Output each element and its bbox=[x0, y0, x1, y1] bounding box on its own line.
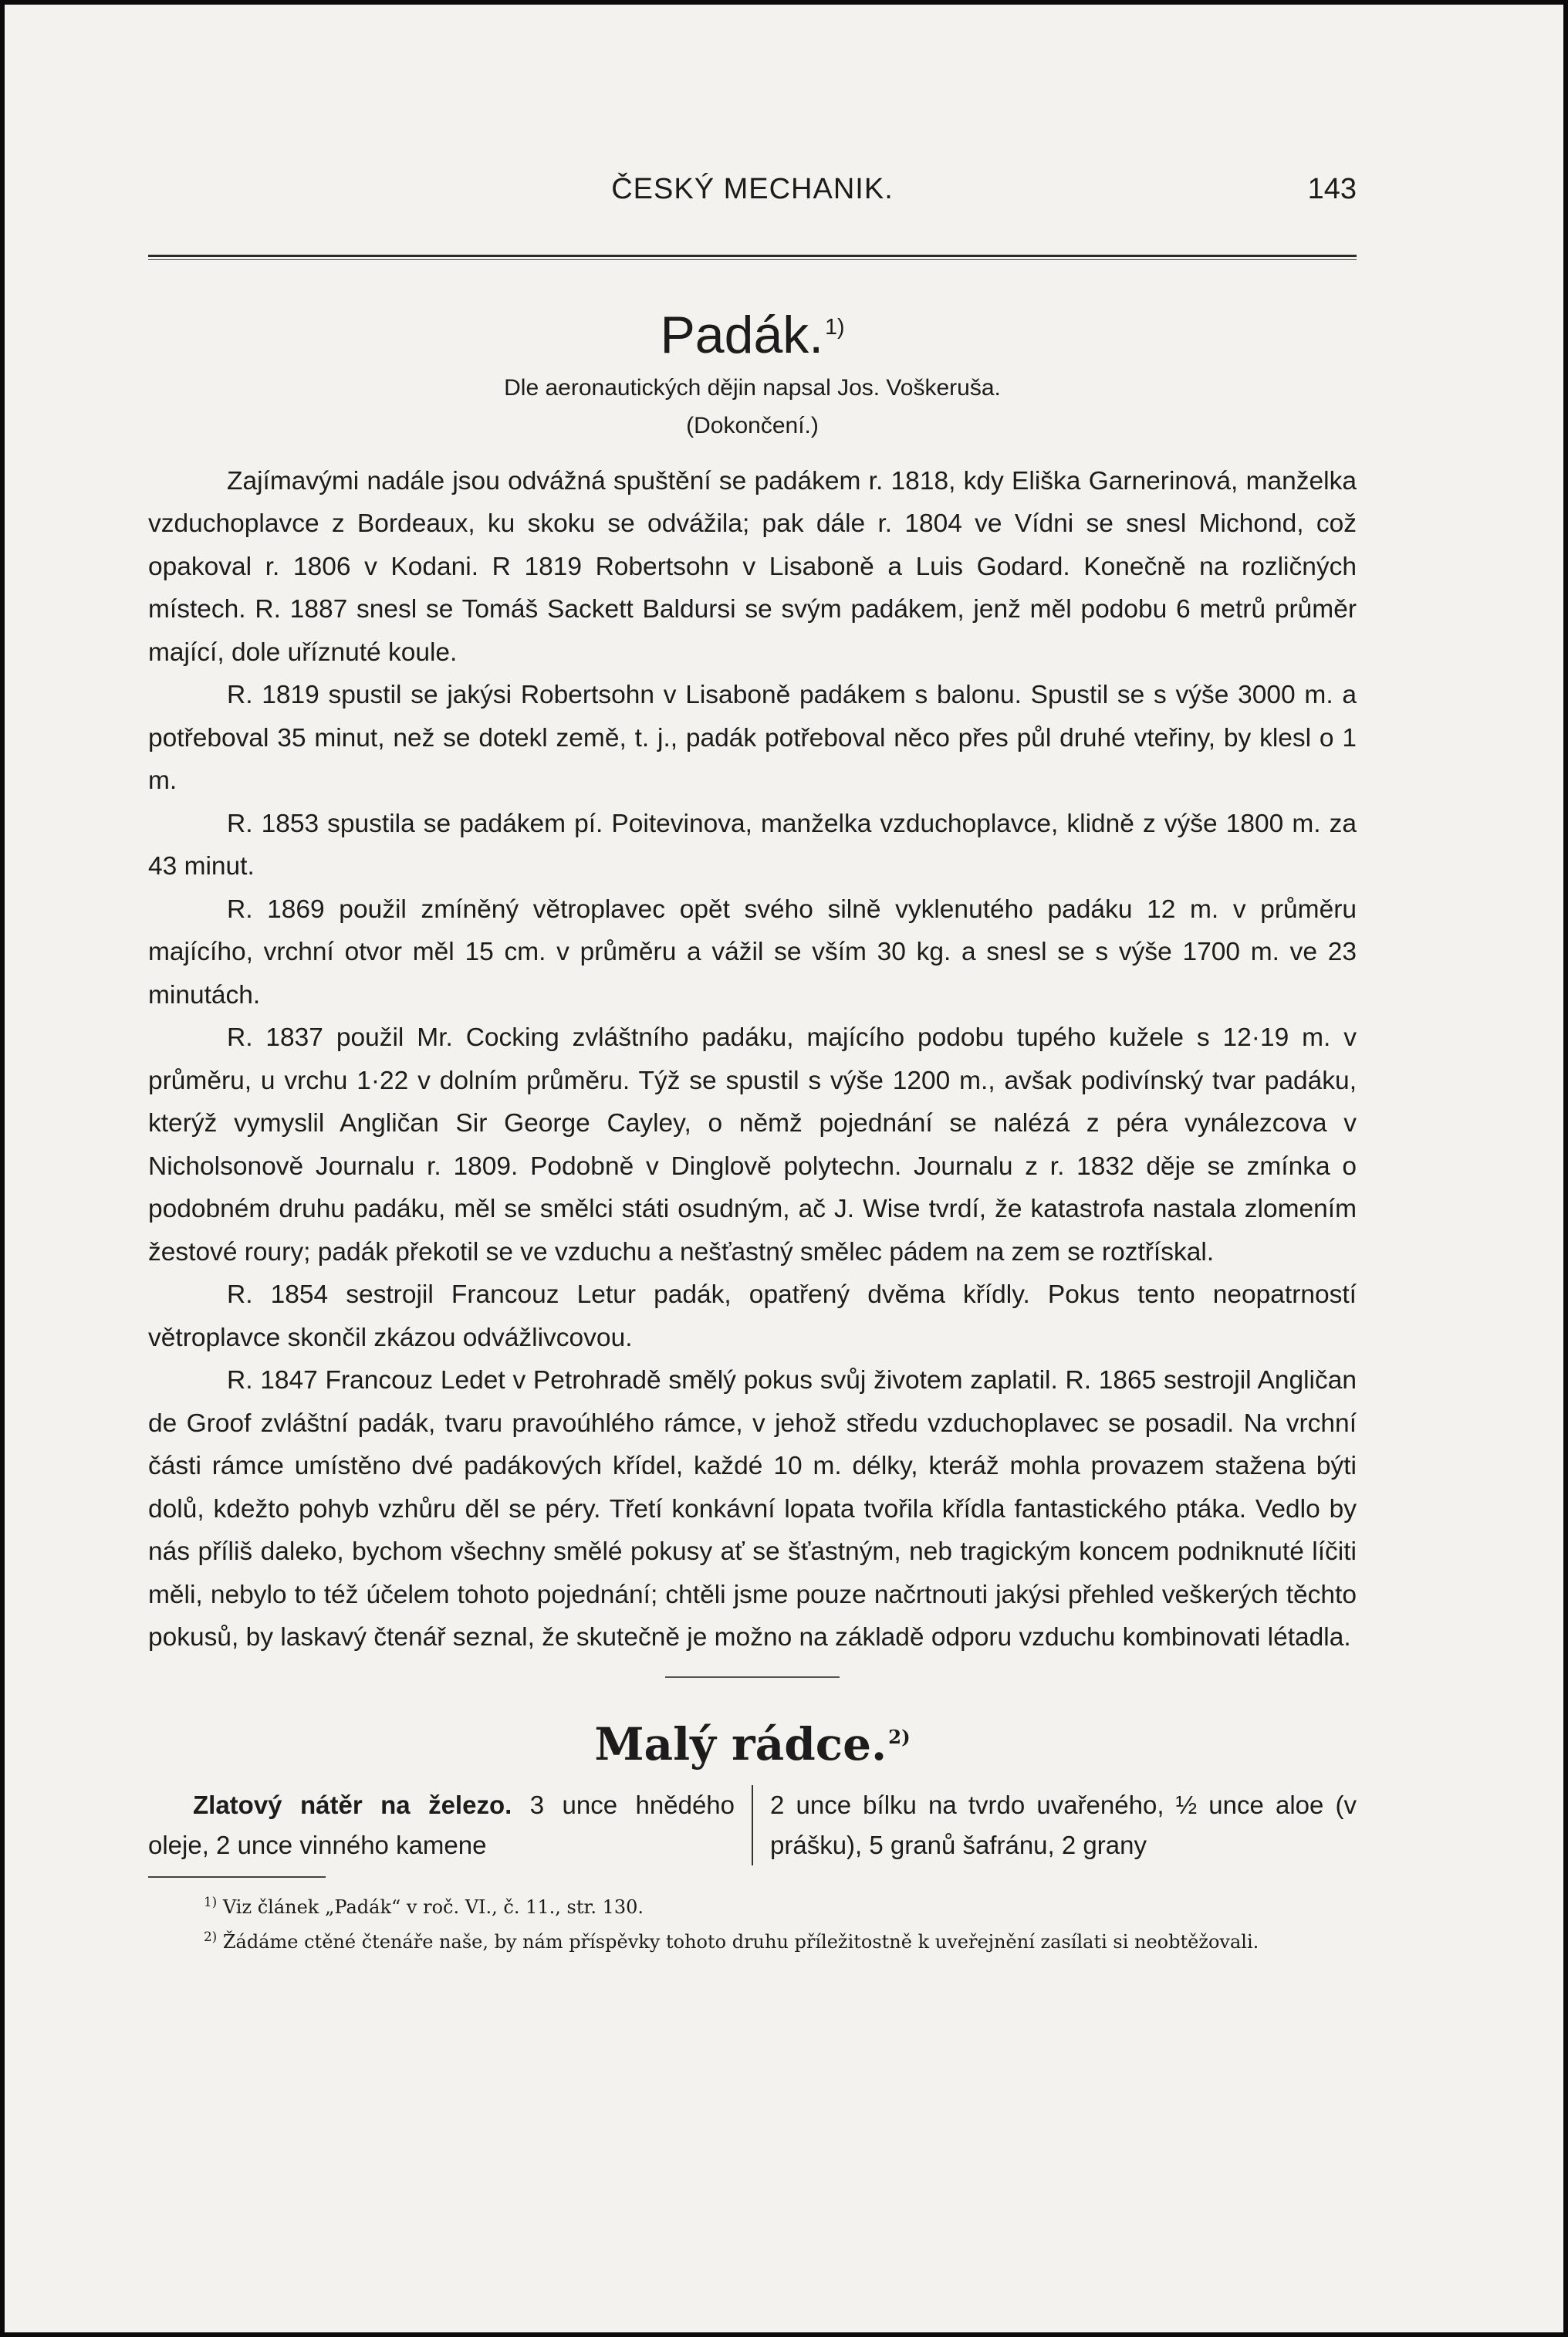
page-content bbox=[148, 173, 1357, 1957]
footnote bbox=[148, 1887, 1357, 1922]
section-columns bbox=[148, 1785, 1357, 1865]
paragraph: R. 1854 sestrojil Francouz Letur padák, opatřený dvěma křídly. Pokus tento neopatrností větroplavce skončil zkázou odvážlivcovou. bbox=[148, 1280, 1357, 1352]
section-title-text: Malý rádce. bbox=[594, 1717, 887, 1771]
section-separator bbox=[665, 1676, 840, 1678]
footnote-text: Viz článek „Padák“ v roč. VI., č. 11., str. 130. bbox=[217, 1896, 644, 1919]
paragraph: R. 1837 použil Mr. Cocking zvláštního padáku, majícího podobu tupého kužele s 12·19 m. v průměru, u vrchu 1·22 v dolním průměru. Týž se spustil s výše 1200 m., avšak podivínský tvar padáku, kterýž vymyslil Angličan Sir George Cayley, o němž pojednání se nalézá z péra vynálezcova v Nicholsonově Journalu r. 1809. Podobně v Dinglově polytechn. Journalu z r. 1832 děje se zmínka o podobném druhu padáku, měl se smělci státi osudným, ač J. Wise tvrdí, že katastrofa nastala zlomením žestové roury; padák překotil se ve vzduchu a nešťastný smělec pádem na zem se roztřískal. bbox=[148, 1023, 1357, 1267]
article-title-footnote-mark: 1) bbox=[825, 315, 845, 340]
footnote-mark: 2) bbox=[204, 1929, 218, 1945]
paragraph: R. 1869 použil zmíněný větroplavec opět svého silně vyklenutého padáku 12 m. v průměru majícího, vrchní otvor měl 15 cm. v průměru a vážil se vším 30 kg. a snesl se s výše 1700 m. ve 23 minutách. bbox=[148, 895, 1357, 1010]
footnote bbox=[148, 1922, 1357, 1957]
article-body bbox=[148, 460, 1357, 1659]
article-title bbox=[148, 306, 1357, 364]
footnote-mark: 1) bbox=[204, 1894, 218, 1910]
paragraph: R. 1819 spustil se jakýsi Robertsohn v Lisaboně padákem s balonu. Spustil se s výše 3000 m. a potřeboval 35 minut, než se dotekl země, t. j., padák potřeboval něco přes půl druhé vteřiny, by klesl o 1 m. bbox=[148, 681, 1357, 796]
paragraph: R. 1847 Francouz Ledet v Petrohradě smělý pokus svůj životem zaplatil. R. 1865 sestrojil Angličan de Groof zvláštní padák, tvaru pravoúhlého rámce, v jehož středu vzduchoplavec se posadil. Na vrchní části rámce umístěno dvé padákových křídel, každé 10 m. délky, kteráž mohla provazem stažena býti dolů, kdežto pohyb vzhůru děl se péry. Třetí konkávní lopata tvořila křídla fantastického ptáka. Vedlo by nás příliš daleko, bychom všechny smělé pokusy ať se šťastným, neb tragickým koncem podniknuté líčiti měli, nebylo to též účelem tohoto pojednání; chtěli jsme pouze načrtnouti jakýsi přehled veškerých těchto pokusů, by laskavý čtenář seznal, že skutečně je možno na základě odporu vzduchu kombinovati létadla. bbox=[148, 1366, 1357, 1652]
page-number: 143 bbox=[1307, 173, 1357, 205]
footnotes bbox=[148, 1887, 1357, 1957]
journal-title: ČESKÝ MECHANIK. bbox=[611, 173, 894, 205]
header-rule bbox=[148, 255, 1357, 260]
left-column bbox=[148, 1785, 753, 1865]
running-head bbox=[148, 173, 1357, 219]
recipe-title: Zlatový nátěr na železo. bbox=[193, 1791, 512, 1820]
footnote-text: Žádáme ctěné čtenáře naše, by nám příspěvky tohoto druhu příležitostně k uveřejnění zasílati si neobtěžovali. bbox=[217, 1931, 1259, 1953]
section-title-footnote-mark: 2) bbox=[888, 1726, 911, 1749]
footnote-rule bbox=[148, 1876, 326, 1878]
paragraph: R. 1853 spustila se padákem pí. Poitevinova, manželka vzduchoplavce, klidně z výše 1800 m. za 43 minut. bbox=[148, 809, 1357, 881]
article-continued-note: (Dokončení.) bbox=[686, 412, 819, 438]
paragraph: Zajímavými nadále jsou odvážná spuštění se padákem r. 1818, kdy Eliška Garnerinová, manželka vzduchoplavce z Bordeaux, ku skoku se odvážila; pak dále r. 1804 ve Vídni se snesl Michond, což opakoval r. 1806 v Kodani. R 1819 Robertsohn v Lisaboně a Luis Godard. Konečně na rozličných místech. R. 1887 snesl se Tomáš Sackett Baldursi se svým padákem, jenž měl podobu 6 metrů průměr mající, dole uříznuté koule. bbox=[148, 466, 1357, 667]
section-title bbox=[148, 1718, 1357, 1772]
article-byline: Dle aeronautických dějin napsal Jos. Voškeruša. bbox=[504, 374, 1001, 401]
article-title-text: Padák. bbox=[660, 306, 824, 364]
right-column: 2 unce bílku na tvrdo uvařeného, ½ unce aloe (v prášku), 5 granů šafránu, 2 grany bbox=[770, 1791, 1357, 1860]
left-column-text: 3 unce hnědého oleje, 2 unce vinného kamene bbox=[148, 1791, 735, 1860]
page bbox=[5, 5, 1563, 2332]
